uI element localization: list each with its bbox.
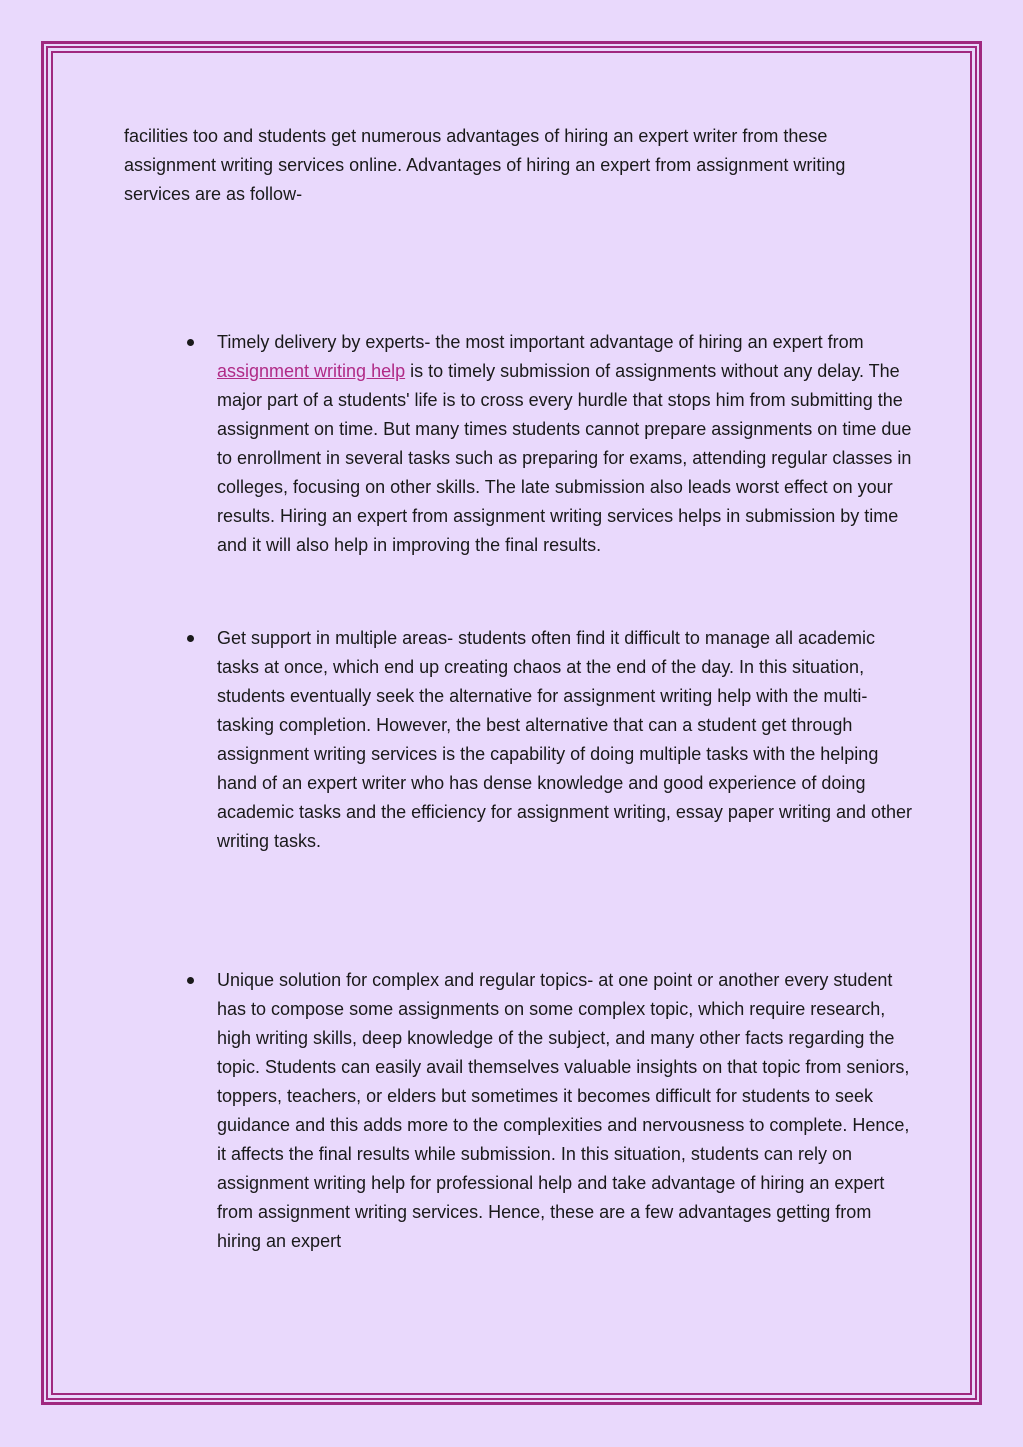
assignment-writing-help-link[interactable]: assignment writing help	[217, 361, 406, 381]
list-item-timely-delivery	[124, 328, 914, 560]
bullet-icon	[187, 977, 194, 984]
list-item-text-after-link: is to timely submission of assignments without any delay. The major part of a students' life is to cross every hurdle that stops him from submitting the assignment on time. But many times students cannot prepare assignments on time due to enrollment in several tasks such as preparing for exams, attending regular classes in colleges, focusing on other skills. The late submission also leads worst effect on your results. Hiring an expert from assignment writing services helps in submission by time and it will also help in improving the final results.	[217, 361, 912, 555]
list-item-text-before-link: Timely delivery by experts- the most important advantage of hiring an expert from	[217, 332, 864, 352]
advantages-list	[124, 328, 914, 1256]
list-item-unique-solution	[124, 966, 914, 1256]
list-item-text: Get support in multiple areas- students often find it difficult to manage all academic tasks at once, which end up creating chaos at the end of the day. In this situation, students eventually seek the alternative for assignment writing help with the multi-tasking completion. However, the best alternative that can a student get through assignment writing services is the capability of doing multiple tasks with the helping hand of an expert writer who has dense knowledge and good experience of doing academic tasks and the efficiency for assignment writing, essay paper writing and other writing tasks.	[217, 628, 913, 851]
bullet-icon	[187, 635, 194, 642]
bullet-icon	[187, 339, 194, 346]
list-item-multiple-areas	[124, 624, 914, 856]
list-item-text: Unique solution for complex and regular topics- at one point or another every student has to compose some assignments on some complex topic, which require research, high writing skills, deep knowledge of the subject, and many other facts regarding the topic. Students can easily avail themselves valuable insights on that topic from seniors, toppers, teachers, or elders but sometimes it becomes difficult for students to seek guidance and this adds more to the complexities and nervousness to complete. Hence, it affects the final results while submission. In this situation, students can rely on assignment writing help for professional help and take advantage of hiring an expert from assignment writing services. Hence, these are a few advantages getting from hiring an expert	[217, 970, 910, 1251]
document-body	[124, 122, 914, 1256]
intro-paragraph: facilities too and students get numerous advantages of hiring an expert writer from these assignment writing services online. Advantages of hiring an expert from assignment writing services are as follow-	[124, 126, 846, 204]
